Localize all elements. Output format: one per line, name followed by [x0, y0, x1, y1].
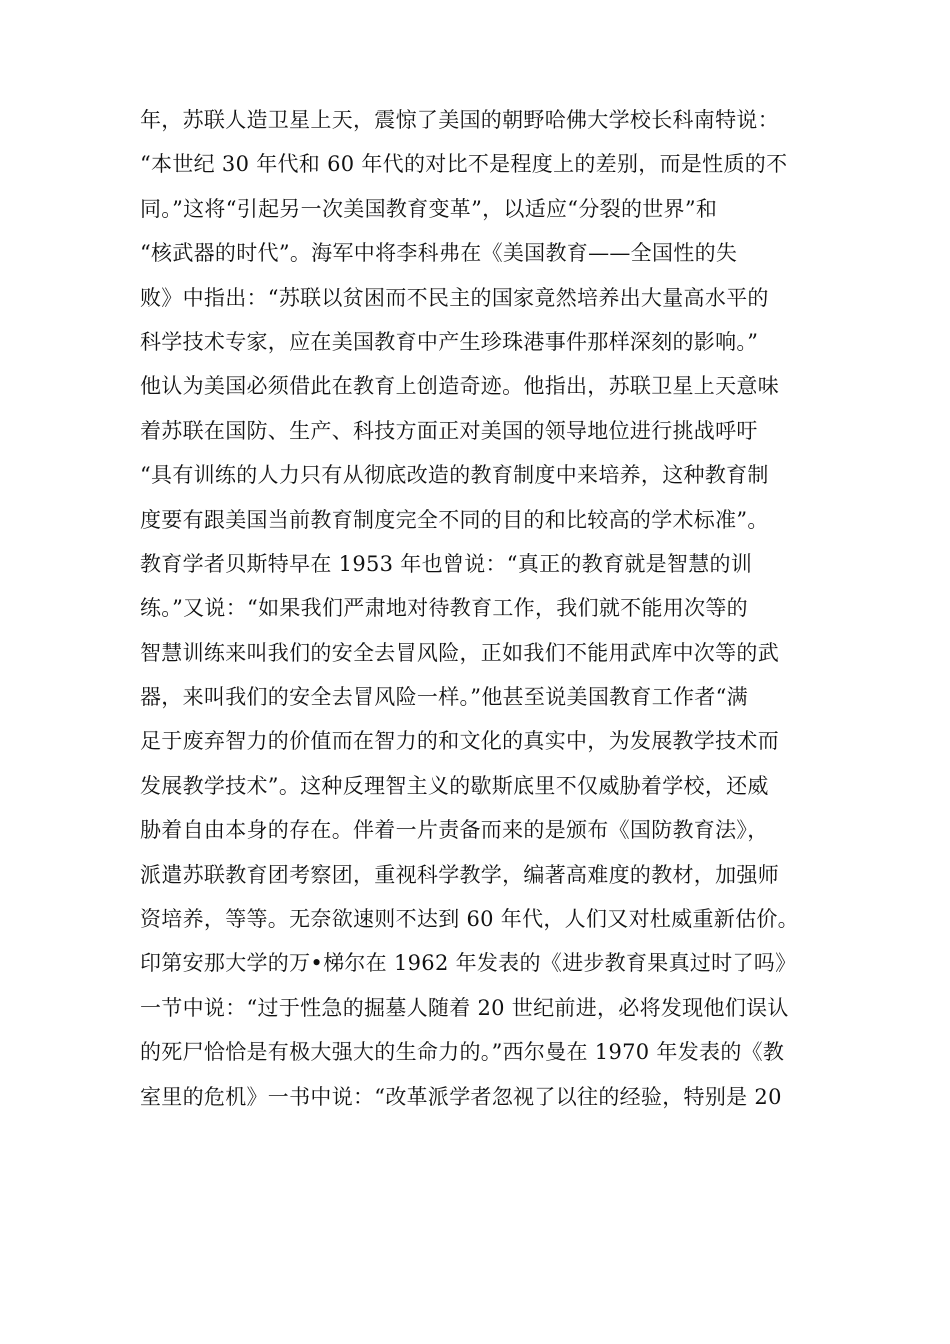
text-line: 派遣苏联教育团考察团，重视科学教学，编著高难度的教材，加强师	[140, 862, 779, 887]
text-line: 器，来叫我们的安全去冒风险一样。”他甚至说美国教育工作者“满	[140, 685, 748, 710]
text-line: 一节中说：“过于性急的掘墓人随着 20 世纪前进，必将发现他们误认	[140, 995, 789, 1020]
text-line: 教育学者贝斯特早在 1953 年也曾说：“真正的教育就是智慧的训	[140, 551, 753, 576]
text-line: “具有训练的人力只有从彻底改造的教育制度中来培养，这种教育制	[140, 463, 769, 488]
text-line: 科学技术专家，应在美国教育中产生珍珠港事件那样深刻的影响。”	[140, 329, 759, 354]
text-line: “本世纪 30 年代和 60 年代的对比不是程度上的差别，而是性质的不	[140, 152, 788, 177]
text-line: 室里的危机》一书中说：“改革派学者忽视了以往的经验，特别是 20	[140, 1084, 782, 1109]
text-line: 年，苏联人造卫星上天，震惊了美国的朝野哈佛大学校长科南特说：	[140, 108, 779, 132]
text-line: 败》中指出：“苏联以贫困而不民主的国家竟然培养出大量高水平的	[140, 285, 769, 310]
text-line: “核武器的时代”。海军中将李科弗在《美国教育——全国性的失	[140, 241, 738, 266]
text-line: 发展教学技术”。这种反理智主义的歇斯底里不仅威胁着学校，还威	[140, 773, 769, 798]
text-line: 练。”又说：“如果我们严肃地对待教育工作，我们就不能用次等的	[140, 596, 748, 621]
text-line: 印第安那大学的万•梯尔在 1962 年发表的《进步教育果真过时了吗》	[140, 951, 797, 976]
text-line: 度要有跟美国当前教育制度完全不同的目的和比较高的学术标准”。	[140, 507, 769, 532]
text-line: 他认为美国必须借此在教育上创造奇迹。他指出，苏联卫星上天意味	[140, 374, 779, 399]
body-text	[140, 98, 830, 1119]
text-line: 的死尸恰恰是有极大强大的生命力的。”西尔曼在 1970 年发表的《教	[140, 1040, 785, 1065]
text-line: 智慧训练来叫我们的安全去冒风险，正如我们不能用武库中次等的武	[140, 640, 779, 665]
text-line: 胁着自由本身的存在。伴着一片责备而来的是颁布《国防教育法》，	[140, 818, 769, 843]
text-line: 着苏联在国防、生产、科技方面正对美国的领导地位进行挑战呼吁	[140, 418, 758, 443]
text-line: 资培养，等等。无奈欲速则不达到 60 年代，人们又对杜威重新估价。	[140, 907, 799, 932]
text-line: 同。”这将“引起另一次美国教育变革”，以适应“分裂的世界”和	[140, 196, 718, 221]
text-line: 足于废弃智力的价值而在智力的和文化的真实中，为发展教学技术而	[140, 729, 779, 754]
